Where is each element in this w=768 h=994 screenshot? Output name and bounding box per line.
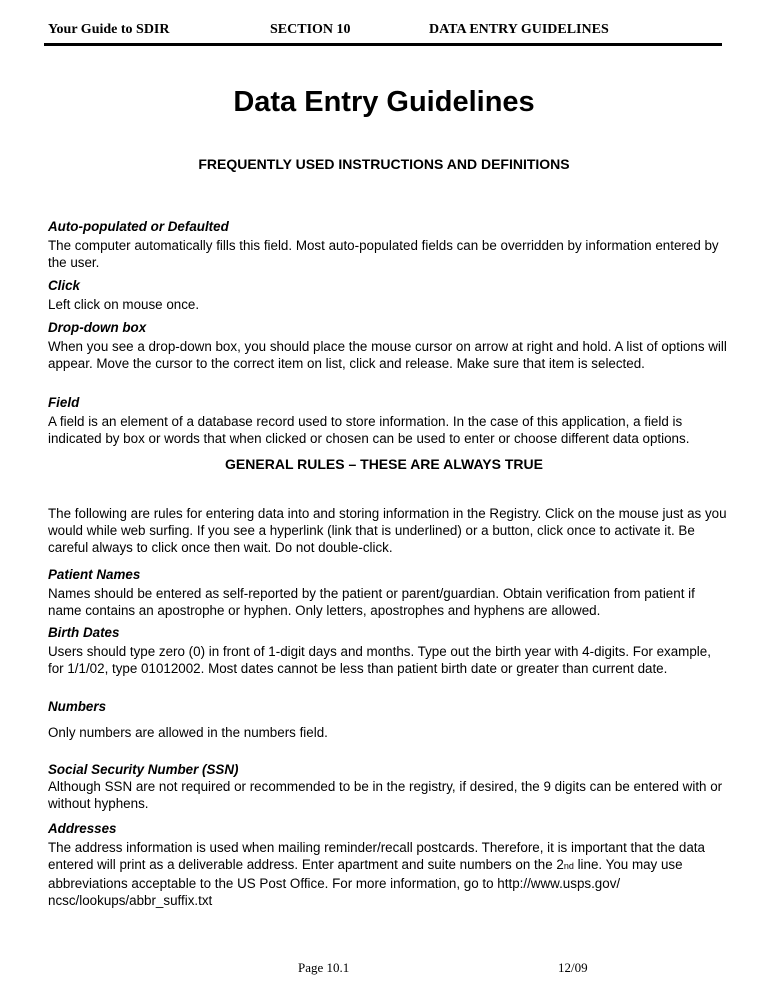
header-rule [44, 43, 722, 46]
rule-patient-names [48, 566, 728, 619]
revision-date: 12/09 [558, 960, 588, 975]
section-heading-definitions: FREQUENTLY USED INSTRUCTIONS AND DEFINITIONS [198, 156, 570, 172]
term-label: Auto-populated or Defaulted [48, 219, 229, 234]
rule-numbers [48, 698, 728, 741]
term-definition: The computer automatically fills this field. Most auto-populated fields can be overridden by information entered by the user. [48, 238, 719, 270]
rule-addresses [48, 820, 728, 909]
ordinal-suffix: nd [563, 861, 574, 871]
term-label: Social Security Number (SSN) [48, 762, 239, 777]
term-label: Field [48, 395, 80, 410]
definition-field [48, 394, 728, 447]
term-definition: Users should type zero (0) in front of 1-digit days and months. Type out the birth year with 4-digits. For example, for 1/1/02, type 01012002. Most dates cannot be less than patient birth date or greater than current date. [48, 644, 711, 676]
header-guide-title: Your Guide to SDIR [48, 22, 170, 37]
addresses-text-after: line. You may use abbreviations acceptable to the US Post Office. For more information, go to http://www.usps.gov/ ncsc/lookups/abbr_suffix.txt [48, 857, 683, 908]
term-label: Click [48, 278, 81, 293]
term-label: Numbers [48, 699, 107, 714]
term-label: Addresses [48, 821, 117, 836]
definition-auto-populated [48, 218, 728, 271]
rule-ssn [48, 761, 728, 812]
term-definition: Left click on mouse once. [48, 297, 200, 312]
header-section-title: DATA ENTRY GUIDELINES [429, 22, 609, 37]
term-definition: Although SSN are not required or recommended to be in the registry, if desired, the 9 digits can be entered with or without hyphens. [48, 779, 723, 811]
term-definition: Names should be entered as self-reported by the patient or parent/guardian. Obtain verification from patient if name contains an apostrophe or hyphen. Only letters, apostrophes and hyphens are allowed. [48, 586, 695, 618]
document-title: Data Entry Guidelines [233, 86, 535, 118]
term-definition: When you see a drop-down box, you should place the mouse cursor on arrow at right and hold. A list of options will appear. Move the cursor to the correct item on list, click and release. Make sure that item is selected. [48, 339, 727, 371]
page-number: Page 10.1 [298, 960, 350, 975]
header-section-number: SECTION 10 [270, 22, 351, 37]
definition-click [48, 277, 728, 313]
term-label: Patient Names [48, 567, 141, 582]
addresses-text-before: The address information is used when mailing reminder/recall postcards. Therefore, it is important that the data entered will print as a deliverable address. Enter apartment and suite numbers on the 2 [48, 840, 705, 872]
term-label: Birth Dates [48, 625, 120, 640]
term-definition: Only numbers are allowed in the numbers field. [48, 725, 328, 740]
term-label: Drop-down box [48, 320, 147, 335]
general-rules-intro [48, 505, 728, 556]
definition-drop-down-box [48, 319, 728, 372]
rules-intro-text: The following are rules for entering data into and storing information in the Registry. Click on the mouse just as you would while web surfing. If you see a hyperlink (link that is underlined) or a button, click once to activate it. Be careful always to click once then wait. Do not double-click. [48, 506, 727, 555]
term-definition [48, 839, 728, 909]
term-definition: A field is an element of a database record used to store information. In the case of this application, a field is indicated by box or words that when clicked or chosen can be used to enter or choose different data options. [48, 414, 690, 446]
rule-birth-dates [48, 624, 728, 677]
section-heading-general-rules: GENERAL RULES – THESE ARE ALWAYS TRUE [225, 456, 543, 472]
